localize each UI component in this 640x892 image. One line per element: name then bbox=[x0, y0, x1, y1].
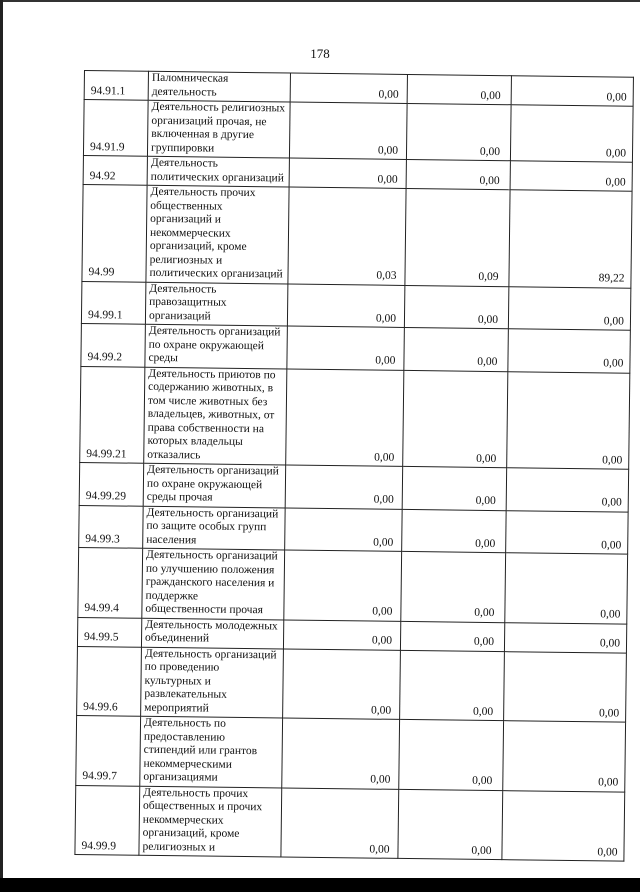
row-value-3: 0,00 bbox=[507, 371, 630, 469]
row-value-2: 0,00 bbox=[400, 650, 505, 721]
row-value-2: 0,00 bbox=[398, 789, 503, 860]
row-value-1: 0,00 bbox=[286, 369, 404, 467]
row-value-2: 0,00 bbox=[402, 466, 507, 510]
row-value-1: 0,00 bbox=[283, 619, 400, 649]
activity-table bbox=[74, 70, 634, 862]
row-name: Деятельность организаций по охране окружающей среды bbox=[145, 324, 288, 368]
table-body bbox=[75, 71, 634, 862]
row-value-1: 0,03 bbox=[288, 187, 406, 285]
row-code: 94.99.4 bbox=[78, 547, 143, 617]
row-value-2: 0,00 bbox=[406, 159, 510, 189]
row-value-3: 0,00 bbox=[506, 468, 629, 512]
row-value-3: 0,00 bbox=[511, 76, 633, 106]
row-value-1: 0,00 bbox=[281, 787, 399, 858]
row-value-3: 0,00 bbox=[503, 721, 626, 792]
row-name: Деятельность политических организаций bbox=[147, 156, 289, 187]
table-row bbox=[77, 646, 627, 722]
row-value-3: 0,00 bbox=[510, 105, 633, 162]
scan-edge-top bbox=[0, 0, 640, 2]
row-code: 94.91.9 bbox=[83, 100, 148, 157]
row-name: Деятельность организаций по улучшению положения гражданского населения и поддержке общественности прочая bbox=[142, 548, 285, 619]
row-name: Паломническая деятельность bbox=[148, 71, 290, 102]
row-code: 94.99.5 bbox=[77, 617, 141, 647]
row-name: Деятельность молодежных объединений bbox=[141, 618, 283, 649]
row-value-1: 0,00 bbox=[290, 73, 407, 103]
table-row bbox=[81, 323, 630, 372]
table-container bbox=[74, 70, 627, 861]
row-value-2: 0,00 bbox=[402, 509, 507, 553]
row-code: 94.92 bbox=[83, 155, 147, 185]
table-row bbox=[78, 547, 628, 623]
row-code: 94.99.21 bbox=[80, 366, 145, 463]
table-row bbox=[79, 505, 628, 554]
row-value-2: 0,00 bbox=[404, 285, 509, 329]
row-name: Деятельность религиозных организаций прочая, не включенная в другие группировки bbox=[147, 100, 290, 158]
table-row bbox=[76, 715, 626, 791]
row-value-3: 0,00 bbox=[510, 161, 632, 191]
row-value-1: 0,00 bbox=[287, 284, 405, 328]
row-value-1: 0,00 bbox=[285, 507, 403, 551]
row-value-3: 0,00 bbox=[504, 622, 626, 652]
row-name: Деятельность организаций по охране окружающей среды прочая bbox=[143, 463, 286, 507]
row-value-1: 0,00 bbox=[285, 465, 403, 509]
row-name: Деятельность прочих общественных организаций и некоммерческих организаций, кроме религиозных и политических организаций bbox=[146, 185, 289, 283]
row-value-2: 0,00 bbox=[407, 74, 511, 104]
row-code: 94.99.2 bbox=[81, 323, 146, 366]
row-name: Деятельность организаций по защите особых групп населения bbox=[143, 506, 286, 550]
row-value-1: 0,00 bbox=[283, 648, 401, 719]
row-value-3: 0,00 bbox=[505, 553, 628, 624]
row-value-1: 0,00 bbox=[289, 158, 406, 188]
row-code: 94.99.3 bbox=[79, 505, 144, 548]
row-name: Деятельность приютов по содержанию животных, в том числе животных без владельцев, животных, от права собственности на которых владельцы отказались bbox=[144, 367, 287, 465]
row-value-3: 0,00 bbox=[504, 651, 627, 722]
row-value-3: 89,22 bbox=[509, 190, 632, 288]
table-row bbox=[80, 366, 630, 469]
row-value-1: 0,00 bbox=[282, 718, 400, 789]
row-code: 94.99.1 bbox=[81, 281, 146, 324]
row-value-3: 0,00 bbox=[502, 790, 625, 861]
row-value-1: 0,00 bbox=[287, 326, 405, 370]
row-code: 94.99.9 bbox=[75, 785, 140, 855]
row-value-3: 0,00 bbox=[508, 286, 631, 330]
table-row bbox=[75, 785, 625, 861]
row-value-2: 0,00 bbox=[406, 103, 511, 160]
row-name: Деятельность правозащитных организаций bbox=[145, 282, 288, 326]
row-value-1: 0,00 bbox=[284, 550, 402, 621]
row-value-3: 0,00 bbox=[508, 329, 631, 373]
row-code: 94.99.29 bbox=[79, 462, 144, 505]
row-value-2: 0,09 bbox=[405, 188, 510, 286]
table-row bbox=[81, 281, 630, 330]
row-value-2: 0,00 bbox=[401, 551, 506, 622]
row-value-3: 0,00 bbox=[506, 510, 629, 554]
row-code: 94.99 bbox=[82, 184, 147, 281]
row-value-2: 0,00 bbox=[400, 621, 504, 651]
row-name: Деятельность по предоставлению стипендий или грантов некоммерческими организациями bbox=[140, 716, 283, 787]
table-row bbox=[79, 462, 628, 511]
row-value-2: 0,00 bbox=[403, 370, 508, 468]
table-row bbox=[82, 184, 632, 287]
scan-edge-bottom bbox=[0, 878, 640, 892]
row-value-2: 0,00 bbox=[404, 327, 509, 371]
scan-edge-left bbox=[0, 0, 3, 892]
page-number: 178 bbox=[310, 46, 330, 61]
row-code: 94.99.6 bbox=[77, 646, 142, 716]
row-name: Деятельность прочих общественных и прочих некоммерческих организаций, кроме религиозных и bbox=[139, 786, 282, 857]
row-name: Деятельность организаций по проведению культурных и развлекательных мероприятий bbox=[141, 647, 284, 718]
row-code: 94.91.1 bbox=[84, 71, 148, 101]
row-value-1: 0,00 bbox=[289, 102, 407, 159]
row-value-2: 0,00 bbox=[399, 719, 504, 790]
row-code: 94.99.7 bbox=[76, 715, 141, 785]
table-row bbox=[83, 100, 633, 163]
